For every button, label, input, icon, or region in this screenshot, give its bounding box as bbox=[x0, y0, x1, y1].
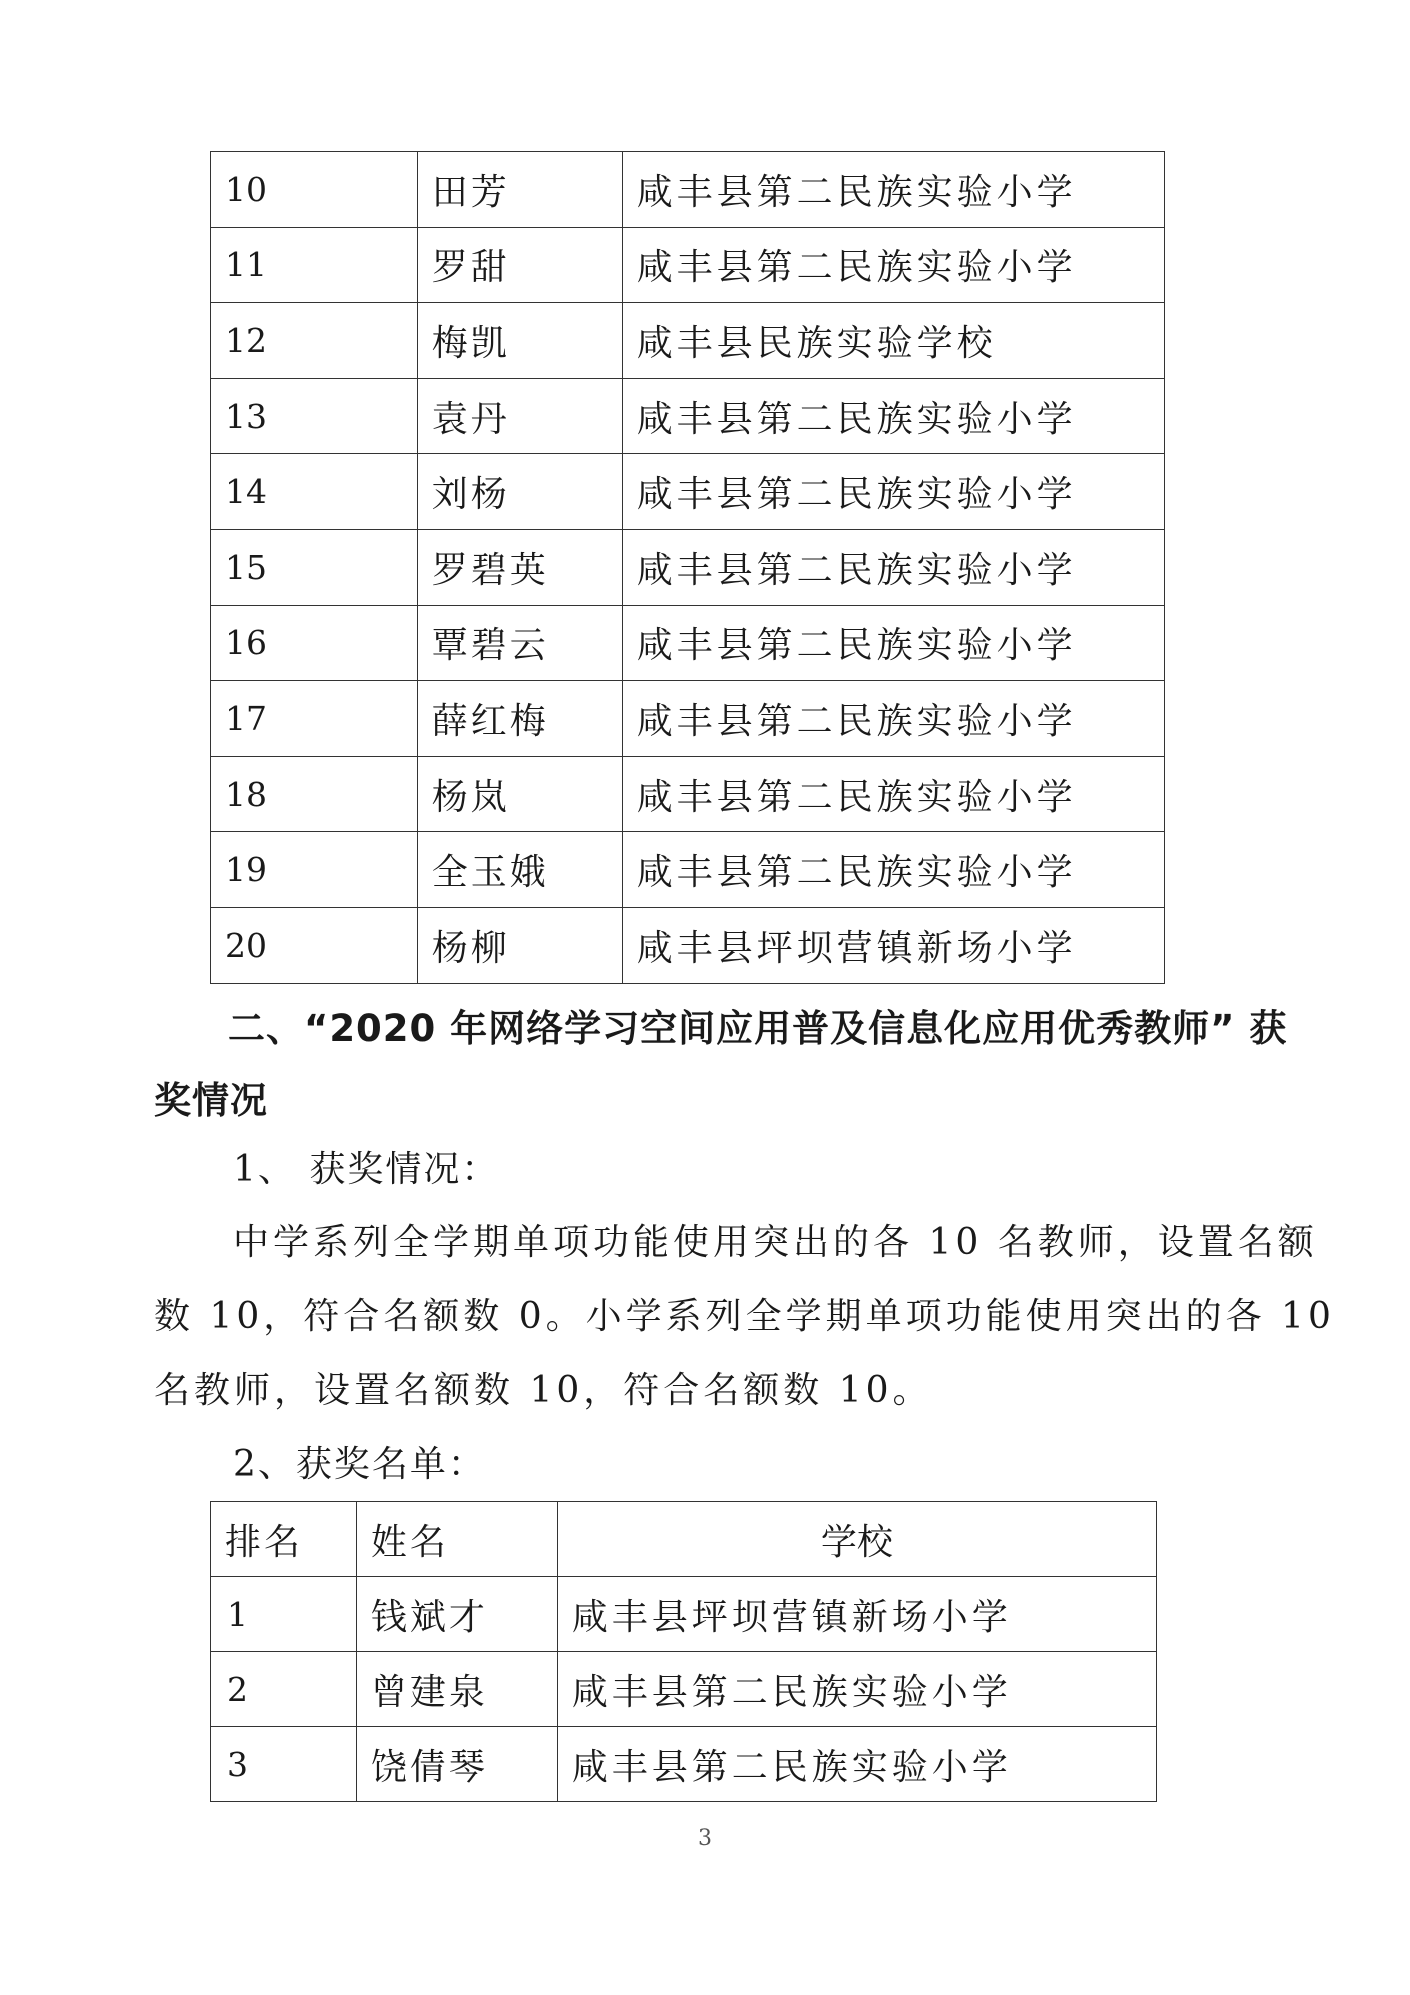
rank-cell: 2 bbox=[211, 1652, 357, 1727]
subheading-award-status: 1、 获奖情况： bbox=[233, 1149, 500, 1190]
table-header-row bbox=[211, 1502, 1157, 1577]
name-cell: 罗碧英 bbox=[417, 529, 622, 605]
school-cell: 咸丰县第二民族实验小学 bbox=[557, 1652, 1156, 1727]
awards-table-continued bbox=[210, 151, 1165, 984]
page-number: 3 bbox=[698, 1826, 712, 1851]
section-heading-line2: 奖情况 bbox=[154, 1079, 268, 1122]
name-cell: 钱斌才 bbox=[356, 1577, 557, 1652]
table-row bbox=[211, 303, 1165, 379]
school-cell: 咸丰县民族实验学校 bbox=[622, 303, 1164, 379]
section-heading-line1: 二、“2020 年网络学习空间应用普及信息化应用优秀教师” 获 bbox=[228, 1007, 1288, 1050]
rank-cell: 1 bbox=[211, 1577, 357, 1652]
table-row bbox=[211, 378, 1165, 454]
paragraph-line-2: 数 10，符合名额数 0。小学系列全学期单项功能使用突出的各 10 bbox=[154, 1296, 1335, 1337]
award-list-table bbox=[210, 1501, 1157, 1802]
rank-cell: 3 bbox=[211, 1727, 357, 1802]
name-cell: 田芳 bbox=[417, 152, 622, 228]
name-cell: 杨柳 bbox=[417, 907, 622, 983]
rank-cell: 17 bbox=[211, 681, 418, 757]
school-cell: 咸丰县第二民族实验小学 bbox=[557, 1727, 1156, 1802]
name-cell: 曾建泉 bbox=[356, 1652, 557, 1727]
rank-cell: 14 bbox=[211, 454, 418, 530]
table-row bbox=[211, 756, 1165, 832]
school-cell: 咸丰县第二民族实验小学 bbox=[622, 378, 1164, 454]
school-cell: 咸丰县坪坝营镇新场小学 bbox=[622, 907, 1164, 983]
school-cell: 咸丰县第二民族实验小学 bbox=[622, 454, 1164, 530]
school-cell: 咸丰县第二民族实验小学 bbox=[622, 529, 1164, 605]
name-cell: 袁丹 bbox=[417, 378, 622, 454]
name-cell: 饶倩琴 bbox=[356, 1727, 557, 1802]
paragraph-line-1: 中学系列全学期单项功能使用突出的各 10 名教师，设置名额 bbox=[233, 1222, 1318, 1263]
rank-cell: 10 bbox=[211, 152, 418, 228]
name-cell: 覃碧云 bbox=[417, 605, 622, 681]
name-cell: 梅凯 bbox=[417, 303, 622, 379]
table-row bbox=[211, 681, 1165, 757]
table-row bbox=[211, 1652, 1157, 1727]
rank-cell: 15 bbox=[211, 529, 418, 605]
subheading-award-list: 2、获奖名单： bbox=[233, 1444, 486, 1485]
header-name: 姓名 bbox=[356, 1502, 557, 1577]
school-cell: 咸丰县坪坝营镇新场小学 bbox=[557, 1577, 1156, 1652]
rank-cell: 13 bbox=[211, 378, 418, 454]
rank-cell: 19 bbox=[211, 832, 418, 908]
school-cell: 咸丰县第二民族实验小学 bbox=[622, 832, 1164, 908]
header-rank: 排名 bbox=[211, 1502, 357, 1577]
rank-cell: 11 bbox=[211, 227, 418, 303]
table-row bbox=[211, 605, 1165, 681]
table-row bbox=[211, 1727, 1157, 1802]
rank-cell: 12 bbox=[211, 303, 418, 379]
table-row bbox=[211, 832, 1165, 908]
header-school: 学校 bbox=[557, 1502, 1156, 1577]
table-row bbox=[211, 454, 1165, 530]
paragraph-line-3: 名教师，设置名额数 10，符合名额数 10。 bbox=[154, 1370, 933, 1411]
name-cell: 薛红梅 bbox=[417, 681, 622, 757]
name-cell: 刘杨 bbox=[417, 454, 622, 530]
name-cell: 全玉娥 bbox=[417, 832, 622, 908]
rank-cell: 20 bbox=[211, 907, 418, 983]
school-cell: 咸丰县第二民族实验小学 bbox=[622, 681, 1164, 757]
school-cell: 咸丰县第二民族实验小学 bbox=[622, 605, 1164, 681]
table-row bbox=[211, 529, 1165, 605]
name-cell: 杨岚 bbox=[417, 756, 622, 832]
table-row bbox=[211, 152, 1165, 228]
table-row bbox=[211, 1577, 1157, 1652]
name-cell: 罗甜 bbox=[417, 227, 622, 303]
rank-cell: 16 bbox=[211, 605, 418, 681]
rank-cell: 18 bbox=[211, 756, 418, 832]
table-row bbox=[211, 227, 1165, 303]
school-cell: 咸丰县第二民族实验小学 bbox=[622, 227, 1164, 303]
school-cell: 咸丰县第二民族实验小学 bbox=[622, 756, 1164, 832]
table-row bbox=[211, 907, 1165, 983]
school-cell: 咸丰县第二民族实验小学 bbox=[622, 152, 1164, 228]
